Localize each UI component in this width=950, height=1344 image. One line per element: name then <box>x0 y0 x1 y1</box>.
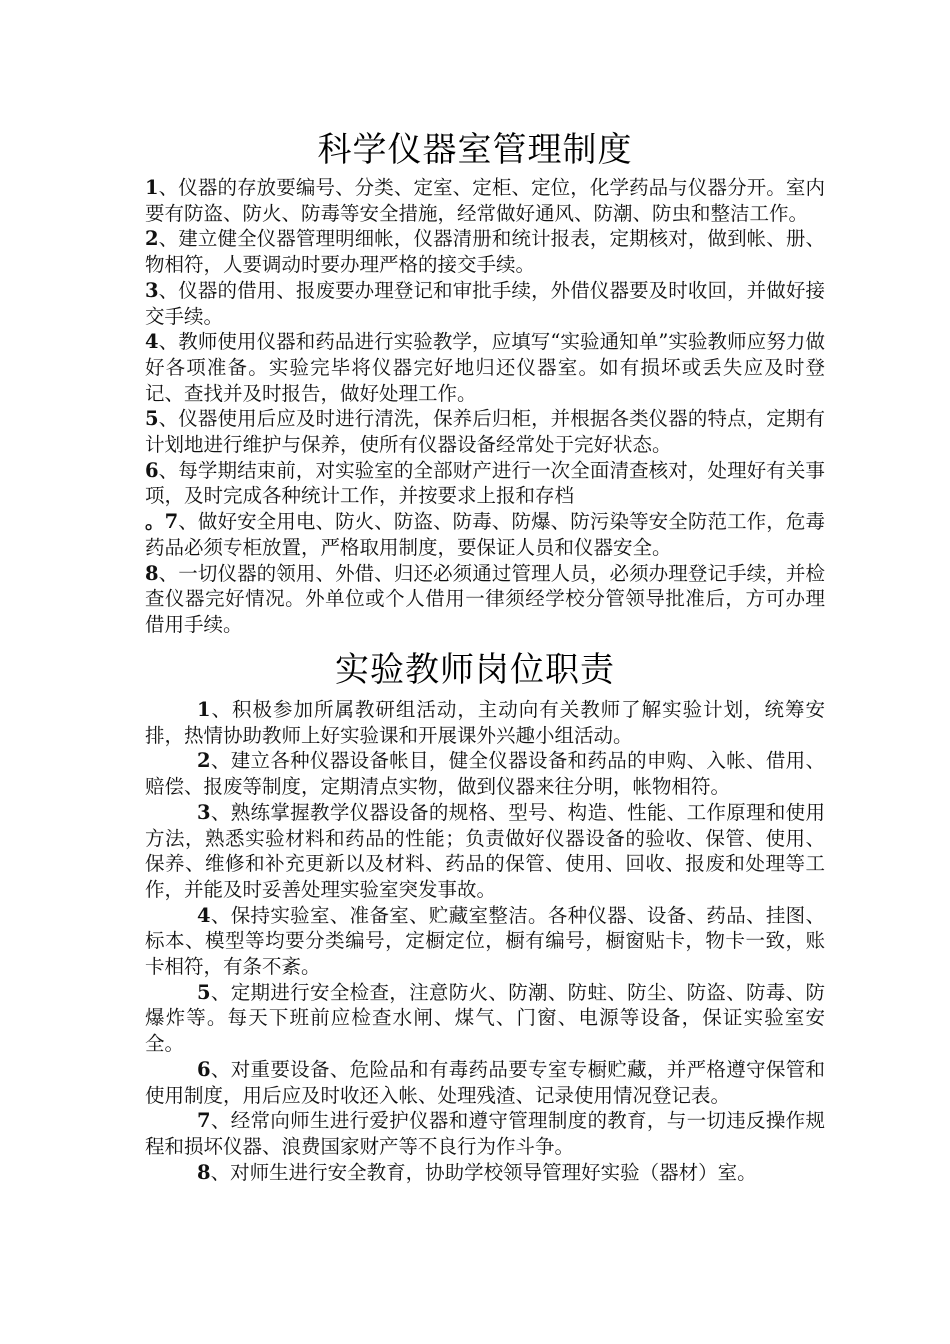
duty-text: 、熟练掌握教学仪器设备的规格、型号、构造、性能、工作原理和使用方法，熟悉实验材料和药品的性能；负责做好仪器设备的验收、保管、使用、保养、维修和补充更新以及材料、药品的保管、使用、回收、报废和处理等工作，并能及时妥善处理实验室突发事故。 <box>145 800 825 901</box>
duty-text: 、经常向师生进行爱护仪器和遵守管理制度的教育，与一切违反操作规程和损坏仪器、浪费国家财产等不良行为作斗争。 <box>145 1109 825 1158</box>
rule-number: 5 <box>145 407 159 431</box>
rule-number: 4 <box>145 330 159 354</box>
rule-number: 2 <box>145 227 159 251</box>
rule-text: 、做好安全用电、防火、防盗、防毒、防爆、防污染等安全防范工作，危毒药品必须专柜放置，严格取用制度，要保证人员和仪器安全。 <box>145 510 825 559</box>
duty-text: 、积极参加所属教研组活动，主动向有关教师了解实验计划，统筹安排，热情协助教师上好实验课和开展课外兴趣小组活动。 <box>145 698 825 747</box>
rule-text: 、一切仪器的领用、外借、归还必须通过管理人员，必须办理登记手续，并检查仪器完好情况。外单位或个人借用一律须经学校分管领导批准后，方可办理借用手续。 <box>145 561 825 636</box>
section1-title: 科学仪器室管理制度 <box>317 130 633 170</box>
duty-text: 、建立各种仪器设备帐目，健全仪器设备和药品的申购、入帐、借用、赔偿、报废等制度，定期清点实物，做到仪器来往分明，帐物相符。 <box>145 749 825 799</box>
rule-text: 、教师使用仪器和药品进行实验教学，应填写“实验通知单”实验教师应努力做好各项准备。实验完毕将仪器完好地归还仪器室。如有损坏或丢失应及时登记、查找并及时报告，做好处理工作。 <box>145 330 825 405</box>
duty-number: 1 <box>197 698 211 721</box>
duty-number: 8 <box>197 1160 211 1184</box>
rule-number: 1 <box>145 176 159 199</box>
section2-title: 实验教师岗位职责 <box>335 650 615 690</box>
rule-item-6 <box>145 458 825 509</box>
rule-number: 6 <box>145 458 159 482</box>
duty-text: 、保持实验室、准备室、贮藏室整洁。各种仪器、设备、药品、挂图、标本、模型等均要分类编号，定橱定位，橱有编号，橱窗贴卡，物卡一致，账卡相符，有条不紊。 <box>145 903 825 979</box>
rule-number: 3 <box>145 278 159 302</box>
duty-item-7 <box>145 1108 825 1159</box>
rule-item-8 <box>145 561 825 638</box>
rule-item-4 <box>145 329 825 406</box>
rule-item-2 <box>145 226 825 277</box>
duty-number: 6 <box>197 1057 211 1081</box>
duty-item-5 <box>145 980 825 1057</box>
duty-number: 5 <box>197 980 211 1004</box>
duty-text: 、对重要设备、危险品和有毒药品要专室专橱贮藏，并严格遵守保管和使用制度，用后应及时收还入帐、处理残渣、记录使用情况登记表。 <box>145 1057 825 1107</box>
rule-number: 。7 <box>145 510 179 534</box>
duty-item-6 <box>145 1057 825 1108</box>
rule-text: 、每学期结束前，对实验室的全部财产进行一次全面清查核对，处理好有关事项，及时完成各种统计工作，并按要求上报和存档 <box>145 458 825 508</box>
rule-text: 、仪器的借用、报废要办理登记和审批手续，外借仪器要及时收回，并做好接交手续。 <box>145 278 825 328</box>
duty-text: 、对师生进行安全教育，协助学校领导管理好实验（器材）室。 <box>210 1160 757 1184</box>
duty-item-8 <box>145 1160 825 1186</box>
duty-text: 、定期进行安全检查，注意防火、防潮、防蛀、防尘、防盗、防毒、防爆炸等。每天下班前应检查水闸、煤气、门窗、电源等设备，保证实验室安全。 <box>145 980 825 1056</box>
duty-item-4 <box>145 903 825 980</box>
duty-number: 7 <box>197 1109 211 1133</box>
duty-item-3 <box>145 800 825 903</box>
duty-number: 4 <box>197 903 211 927</box>
rule-item-5 <box>145 406 825 457</box>
rule-item-3 <box>145 278 825 329</box>
section1-body <box>145 175 825 638</box>
duty-number: 3 <box>197 800 211 824</box>
duty-number: 2 <box>197 749 211 773</box>
rule-text: 、仪器使用后应及时进行清洗，保养后归柜，并根据各类仪器的特点，定期有计划地进行维护与保养，使所有仪器设备经常处于完好状态。 <box>145 407 825 457</box>
section2-body <box>145 697 825 1185</box>
rule-number: 8 <box>145 561 159 585</box>
rule-item-1 <box>145 175 825 226</box>
rule-text: 、建立健全仪器管理明细帐，仪器清册和统计报表，定期核对，做到帐、册、物相符，人要调动时要办理严格的接交手续。 <box>145 227 825 277</box>
rule-text: 、仪器的存放要编号、分类、定室、定柜、定位，化学药品与仪器分开。室内要有防盗、防火、防毒等安全措施，经常做好通风、防潮、防虫和整洁工作。 <box>145 176 825 225</box>
rule-item-7 <box>145 509 825 560</box>
duty-item-1 <box>145 697 825 748</box>
duty-item-2 <box>145 748 825 799</box>
